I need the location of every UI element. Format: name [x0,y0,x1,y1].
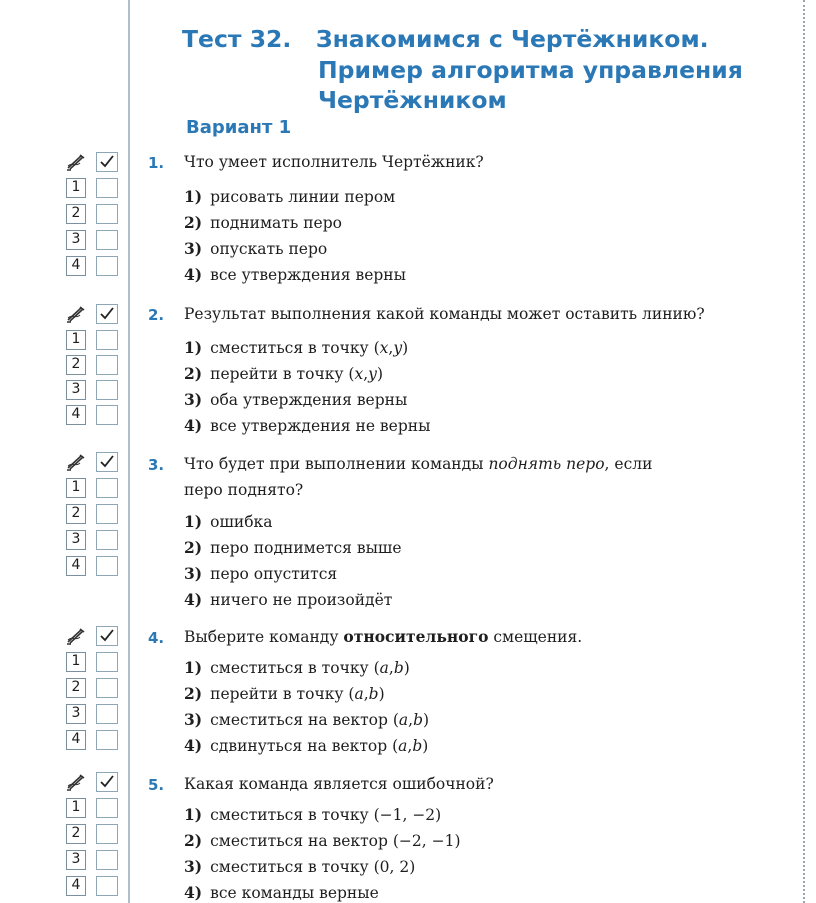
answer-option: 4) все утверждения верны [184,265,406,284]
answer-option: 4) ничего не произойдёт [184,590,393,609]
question-text-line2: перо поднято? [184,481,304,499]
answer-option: 2) перо поднимется выше [184,538,402,557]
checkmark-icon [96,626,118,646]
option-number-box: 3 [66,380,86,400]
option-number-box: 3 [66,850,86,870]
answer-checkbox[interactable] [96,824,118,844]
question-number: 3. [148,456,165,474]
pen-icon [66,453,88,471]
question-text: Что умеет исполнитель Чертёжник? [184,153,484,171]
answer-option: 3) сместиться в точку (0, 2) [184,857,416,876]
option-number-box: 4 [66,876,86,896]
option-number-box: 2 [66,355,86,375]
option-number-box: 2 [66,678,86,698]
question-number: 2. [148,306,165,324]
answer-option: 4) все команды верные [184,883,379,902]
question-number: 4. [148,629,165,647]
answer-option: 1) сместиться в точку (x,y) [184,338,409,357]
test-title-line3: Чертёжником [318,86,507,114]
answer-option: 2) перейти в точку (x,y) [184,364,383,383]
checkmark-icon [96,304,118,324]
option-number-box: 3 [66,704,86,724]
answer-checkbox[interactable] [96,230,118,250]
answer-checkbox[interactable] [96,405,118,425]
test-title-line2: Пример алгоритма управления [318,56,743,84]
margin-line [128,0,130,903]
answer-option: 1) рисовать линии пером [184,187,396,206]
question-text: Результат выполнения какой команды может оставить линию? [184,305,705,323]
answer-checkbox[interactable] [96,256,118,276]
answer-option: 3) перо опустится [184,564,338,583]
option-number-box: 2 [66,504,86,524]
pen-icon [66,773,88,791]
answer-option: 1) сместиться в точку (a,b) [184,658,410,677]
answer-checkbox[interactable] [96,556,118,576]
option-number-box: 4 [66,256,86,276]
answer-option: 4) сдвинуться на вектор (a,b) [184,736,429,755]
test-title: Тест 32. Знакомимся с Чертёжником. [182,25,709,53]
option-number-box: 4 [66,405,86,425]
checkmark-icon [96,152,118,172]
option-number-box: 1 [66,798,86,818]
answer-checkbox[interactable] [96,652,118,672]
option-number-box: 3 [66,230,86,250]
answer-option: 2) перейти в точку (a,b) [184,684,385,703]
answer-checkbox[interactable] [96,850,118,870]
question-number: 5. [148,776,165,794]
option-number-box: 1 [66,478,86,498]
answer-option: 1) сместиться в точку (−1, −2) [184,805,442,824]
answer-checkbox[interactable] [96,798,118,818]
option-number-box: 1 [66,178,86,198]
checkmark-icon [96,452,118,472]
question-text: Выберите команду относительного смещения. [184,627,583,646]
option-number-box: 3 [66,530,86,550]
cut-line [803,0,805,903]
answer-checkbox[interactable] [96,204,118,224]
variant-label: Вариант 1 [186,117,292,138]
answer-option: 2) сместиться на вектор (−2, −1) [184,831,461,850]
answer-checkbox[interactable] [96,530,118,550]
question-text: Какая команда является ошибочной? [184,775,494,793]
answer-checkbox[interactable] [96,330,118,350]
option-number-box: 1 [66,330,86,350]
answer-checkbox[interactable] [96,730,118,750]
answer-checkbox[interactable] [96,678,118,698]
answer-checkbox[interactable] [96,504,118,524]
answer-checkbox[interactable] [96,478,118,498]
pen-icon [66,153,88,171]
answer-checkbox[interactable] [96,876,118,896]
answer-option: 2) поднимать перо [184,213,342,232]
option-number-box: 2 [66,824,86,844]
answer-option: 3) сместиться на вектор (a,b) [184,710,430,729]
answer-option: 3) опускать перо [184,239,328,258]
answer-option: 3) оба утверждения верны [184,390,408,409]
option-number-box: 1 [66,652,86,672]
answer-checkbox[interactable] [96,178,118,198]
checkmark-icon [96,772,118,792]
answer-option: 4) все утверждения не верны [184,416,431,435]
answer-checkbox[interactable] [96,704,118,724]
answer-checkbox[interactable] [96,355,118,375]
pen-icon [66,305,88,323]
answer-option: 1) ошибка [184,512,273,531]
question-number: 1. [148,154,165,172]
pen-icon [66,627,88,645]
option-number-box: 4 [66,730,86,750]
option-number-box: 2 [66,204,86,224]
answer-checkbox[interactable] [96,380,118,400]
option-number-box: 4 [66,556,86,576]
question-text: Что будет при выполнении команды поднять перо, если [184,455,653,473]
